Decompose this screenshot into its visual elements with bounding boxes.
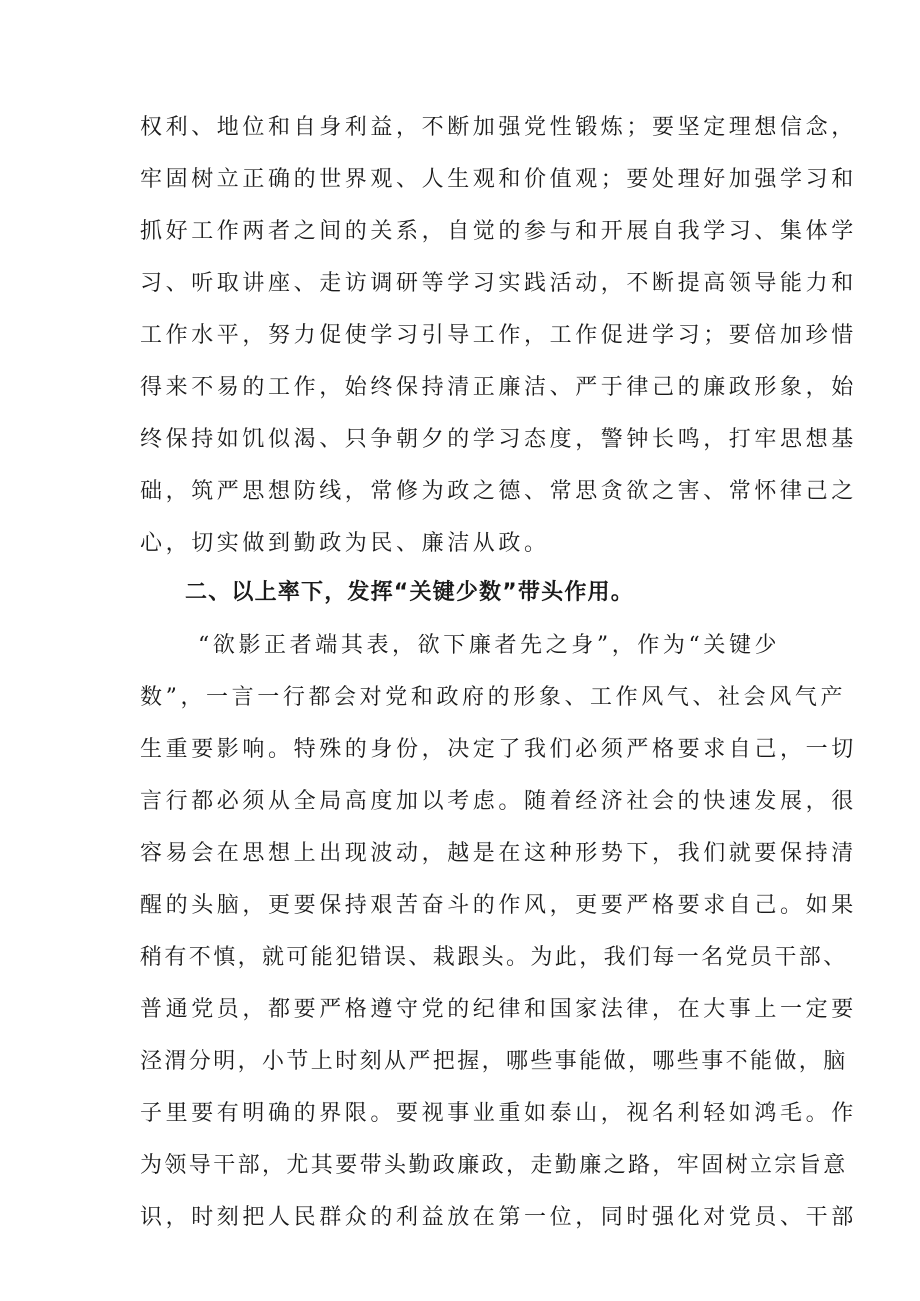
body-line-19: 泾渭分明，小节上时刻从严把握，哪些事能做，哪些事不能做，脑 [140,1049,848,1074]
body-line-4: 习、听取讲座、走访调研等学习实践活动，不断提高领导能力和 [140,271,857,296]
body-line-3: 抓好工作两者之间的关系，自觉的参与和开展自我学习、集体学 [140,219,857,244]
body-line-7: 终保持如饥似渴、只争朝夕的学习态度，警钟长鸣，打牢思想基 [140,427,857,452]
paragraph-first-line: “欲影正者端其表，欲下廉者先之身”，作为“关键少 [198,633,781,658]
body-line-17: 稍有不慎，就可能犯错误、栽跟头。为此，我们每一名党员干部、 [140,945,848,970]
body-line-21: 为领导干部，尤其要带头勤政廉政，走勤廉之路，牢固树立宗旨意 [140,1153,848,1178]
body-line-8: 础，筑严思想防线，常修为政之德、常思贪欲之害、常怀律己之 [140,479,857,504]
body-line-18: 普通党员，都要严格遵守党的纪律和国家法律，在大事上一定要 [140,997,857,1022]
section-heading: 二、以上率下，发挥“关键少数”带头作用。 [185,580,634,605]
body-line-16: 醒的头脑，更要保持艰苦奋斗的作风，更要严格要求自己。如果 [140,893,857,918]
body-line-15: 容易会在思想上出现波动，越是在这种形势下，我们就要保持清 [140,841,857,866]
body-line-12: 数”，一言一行都会对党和政府的形象、工作风气、社会风气产 [140,685,847,710]
body-line-1: 权利、地位和自身利益，不断加强党性锻炼；要坚定理想信念， [140,115,857,140]
body-line-9: 心，切实做到勤政为民、廉洁从政。 [140,531,550,556]
body-line-2: 牢固树立正确的世界观、人生观和价值观；要处理好加强学习和 [140,167,857,192]
body-line-14: 言行都必须从全局高度加以考虑。随着经济社会的快速发展，很 [140,789,857,814]
body-line-13: 生重要影响。特殊的身份，决定了我们必须严格要求自己，一切 [140,737,857,762]
body-line-5: 工作水平，努力促使学习引导工作，工作促进学习；要倍加珍惜 [140,323,857,348]
body-line-6: 得来不易的工作，始终保持清正廉洁、严于律己的廉政形象，始 [140,375,857,400]
body-line-20: 子里要有明确的界限。要视事业重如泰山，视名利轻如鸿毛。作 [140,1101,857,1126]
body-line-22: 识，时刻把人民群众的利益放在第一位，同时强化对党员、干部 [140,1205,857,1230]
